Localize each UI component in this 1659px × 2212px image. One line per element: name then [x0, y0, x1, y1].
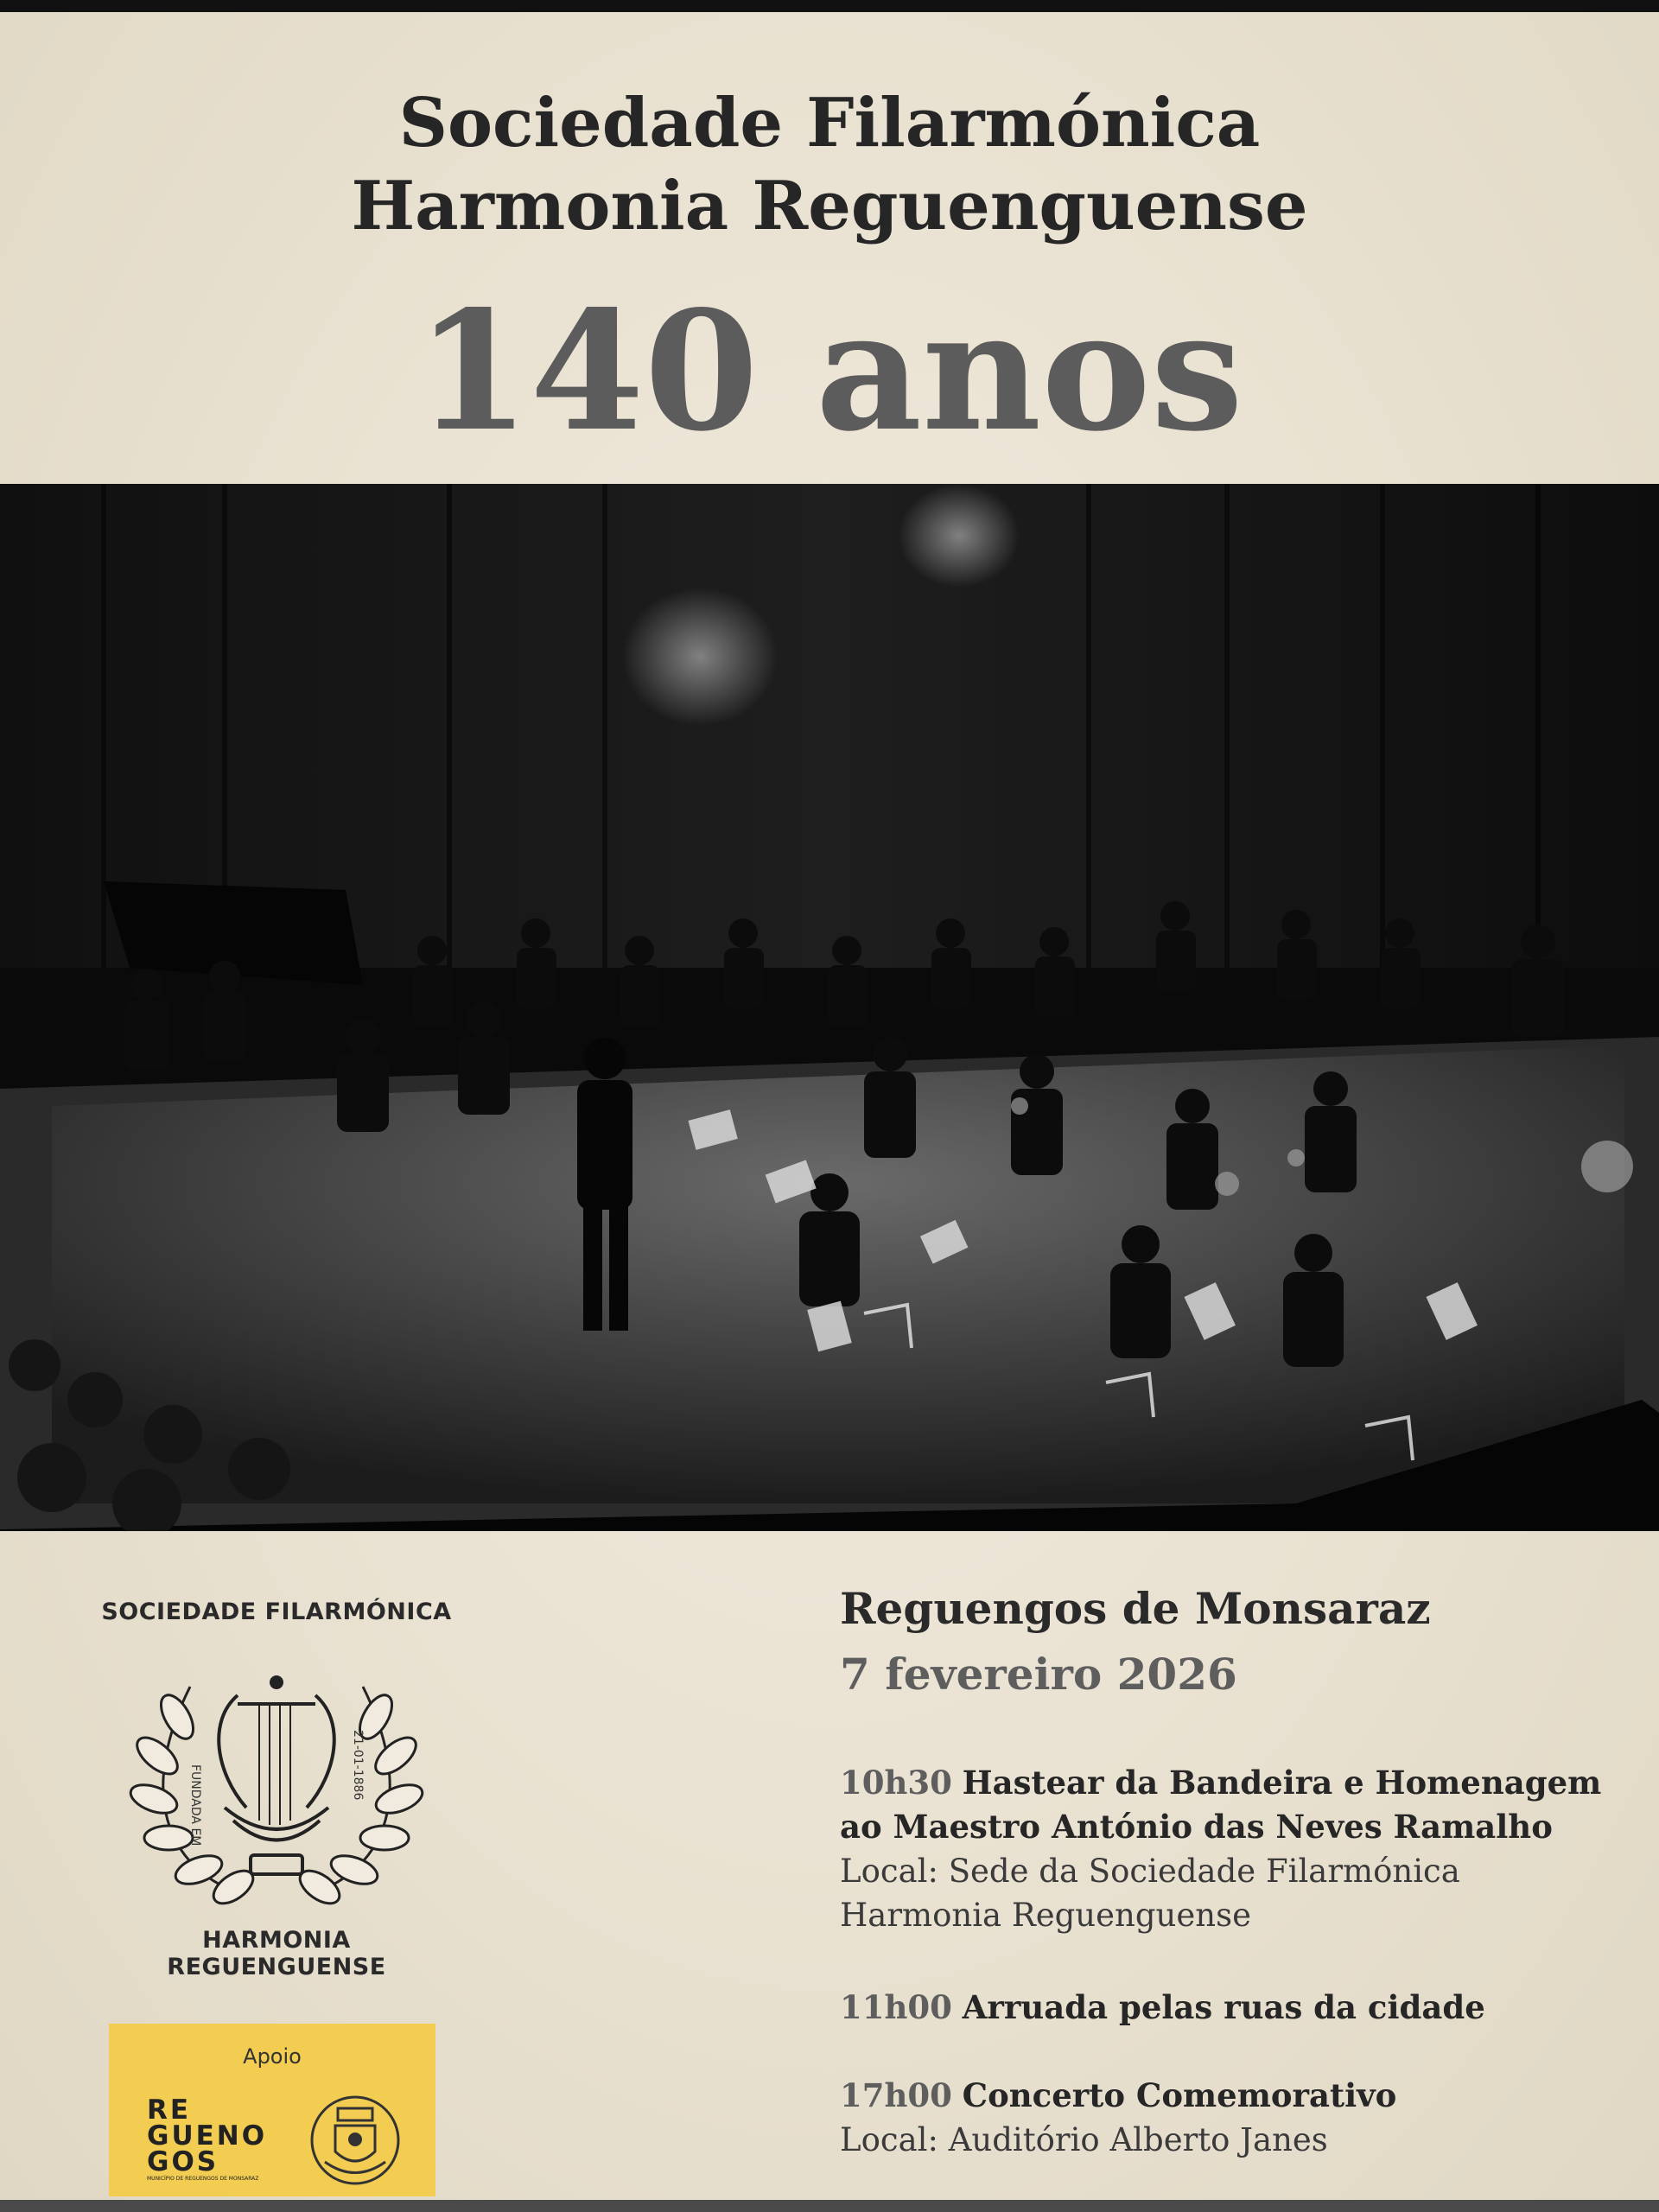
municipality-logo-line2: GUENO [147, 2120, 268, 2152]
event-location: Local: Auditório Alberto Janes [840, 2121, 1328, 2158]
event-date: 7 fevereiro 2026 [840, 1649, 1237, 1700]
event-location: Local: Sede da Sociedade Filarmónica [840, 1853, 1460, 1890]
municipality-logo [147, 2094, 276, 2183]
event-title: Hastear da Bandeira e Homenagem [962, 1764, 1602, 1802]
event-city: Reguengos de Monsaraz [840, 1583, 1431, 1634]
support-label: Apoio [243, 2044, 302, 2069]
bottom-border [0, 2200, 1659, 2212]
event-title: Arruada pelas ruas da cidade [962, 1988, 1485, 2026]
top-border [0, 0, 1659, 12]
event-time: 17h00 [840, 2076, 952, 2114]
event-title: Concerto Comemorativo [962, 2076, 1397, 2114]
event-time: 10h30 [840, 1764, 952, 1802]
org-title-line1: Sociedade Filarmónica [398, 84, 1261, 162]
founded-date: 21-01-1886 [351, 1730, 365, 1801]
event-time: 11h00 [840, 1988, 952, 2026]
lyre-wreath-icon [95, 1635, 458, 1920]
logo-top-text: SOCIEDADE FILARMÓNICA [101, 1599, 452, 1625]
support-box [109, 2024, 435, 2196]
society-logo [95, 1599, 458, 1980]
organization-title [0, 82, 1659, 248]
event-item [840, 1761, 1635, 1937]
orchestra-photo-icon [0, 484, 1659, 1531]
event-item [840, 2074, 1635, 2162]
event-item [840, 1986, 1635, 2030]
anniversary-heading: 140 anos [416, 275, 1243, 467]
municipality-logo-sub: MUNICÍPIO DE REGUENGOS DE MONSARAZ [147, 2176, 259, 2182]
municipal-crest-icon [308, 2093, 403, 2188]
orchestra-photo [0, 484, 1659, 1531]
org-title-line2: Harmonia Reguenguense [351, 167, 1308, 245]
logo-bottom-text: HARMONIA REGUENGUENSE [167, 1927, 386, 1980]
event-title-continued: ao Maestro António das Neves Ramalho [840, 1808, 1553, 1846]
founded-label: FUNDADA EM [188, 1764, 202, 1847]
municipality-logo-line3: GOS [147, 2146, 219, 2177]
municipality-logo-line1: RE [147, 2094, 192, 2126]
event-location-continued: Harmonia Reguenguense [840, 1897, 1251, 1934]
